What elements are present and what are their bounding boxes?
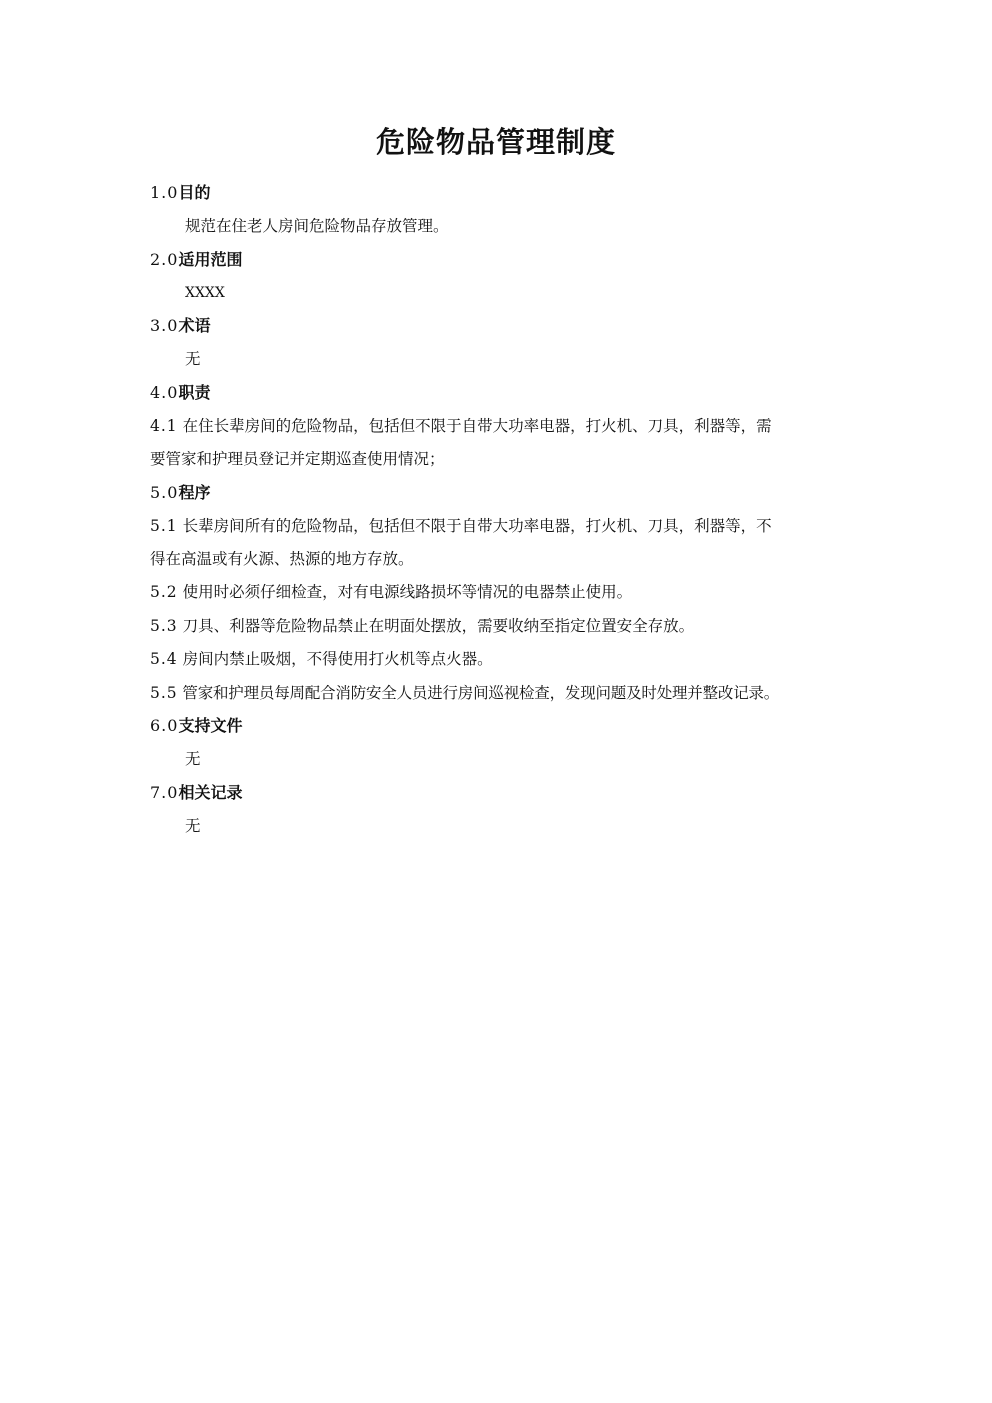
document-title: 危险物品管理制度 — [375, 125, 616, 159]
section-title: 相关记录 — [178, 783, 243, 802]
section-heading-terms — [150, 314, 870, 338]
section-body-terms: 无 — [185, 350, 201, 368]
section-heading-purpose — [150, 181, 870, 205]
section-body-related-records: 无 — [185, 817, 201, 835]
clause-number: 5.2 — [150, 583, 178, 601]
clause-text: 长辈房间所有的危险物品，包括但不限于自带大功率电器，打火机、刀具，利器等，不 — [182, 517, 772, 535]
clause-number: 5.5 — [150, 684, 178, 702]
clause-text: 使用时必须仔细检查，对有电源线路损坏等情况的电器禁止使用。 — [182, 583, 633, 601]
section-number: 2.0 — [150, 250, 179, 269]
clause-number: 5.3 — [150, 617, 178, 635]
section-number: 1.0 — [150, 183, 179, 202]
clause-text: 房间内禁止吸烟，不得使用打火机等点火器。 — [182, 650, 493, 668]
clause-5-2 — [150, 580, 870, 604]
section-number: 7.0 — [150, 783, 179, 802]
clause-4-1-line-2: 要管家和护理员登记并定期巡查使用情况； — [150, 450, 445, 468]
clause-number: 4.1 — [150, 417, 178, 435]
section-body-supporting-docs: 无 — [185, 750, 201, 768]
clause-text: 在住长辈房间的危险物品，包括但不限于自带大功率电器，打火机、刀具，利器等，需 — [182, 417, 772, 435]
section-title: 目的 — [178, 183, 211, 202]
section-heading-related-records — [150, 781, 870, 805]
section-body-purpose: 规范在住老人房间危险物品存放管理。 — [185, 217, 449, 235]
section-number: 6.0 — [150, 716, 179, 735]
section-number: 4.0 — [150, 383, 179, 402]
clause-4-1-line-1 — [150, 414, 870, 438]
section-title: 程序 — [178, 483, 211, 502]
clause-text: 刀具、利器等危险物品禁止在明面处摆放，需要收纳至指定位置安全存放。 — [182, 617, 695, 635]
clause-5-3 — [150, 614, 870, 638]
section-heading-supporting-docs — [150, 714, 870, 738]
section-body-scope: XXXX — [185, 285, 225, 301]
clause-5-1-line-1 — [150, 514, 870, 538]
clause-number: 5.1 — [150, 517, 178, 535]
clause-5-5 — [150, 681, 870, 705]
clause-5-1-line-2: 得在高温或有火源、热源的地方存放。 — [150, 550, 414, 568]
clause-5-4 — [150, 647, 870, 671]
section-title: 适用范围 — [178, 250, 243, 269]
section-heading-procedure — [150, 481, 870, 505]
clause-text: 管家和护理员每周配合消防安全人员进行房间巡视检查，发现问题及时处理并整改记录。 — [182, 684, 780, 702]
section-heading-responsibilities — [150, 381, 870, 405]
section-heading-scope — [150, 248, 870, 272]
section-title: 术语 — [178, 316, 211, 335]
section-title: 支持文件 — [178, 716, 243, 735]
section-number: 5.0 — [150, 483, 179, 502]
section-number: 3.0 — [150, 316, 179, 335]
clause-number: 5.4 — [150, 650, 178, 668]
section-title: 职责 — [178, 383, 211, 402]
